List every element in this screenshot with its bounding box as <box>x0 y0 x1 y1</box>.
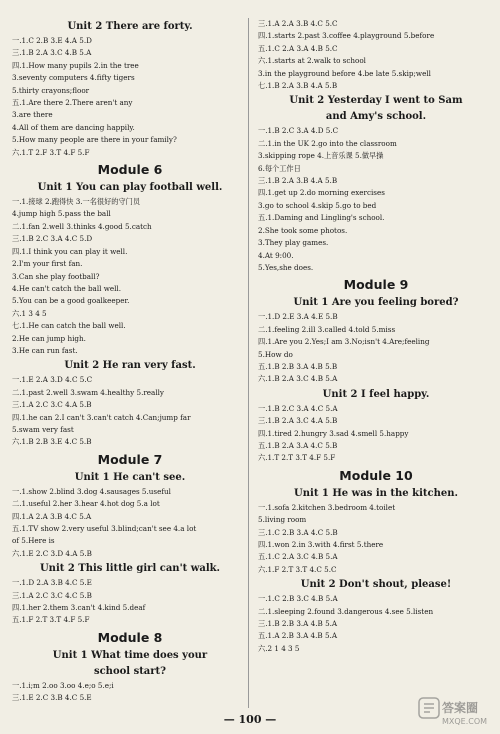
unit-heading: and Amy's school. <box>325 111 427 123</box>
answer-line: 二.1.in the UK 2.go into the classroom <box>258 138 397 148</box>
answer-line: 5.You can be a good goalkeeper. <box>12 296 130 306</box>
watermark-logo <box>418 696 492 728</box>
answer-line: 一.1.i;m 2.oo 3.oo 4.e;o 5.e;i <box>12 680 114 690</box>
answer-line: 一.1.B 2.C 3.A 4.D 5.C <box>258 126 339 136</box>
answer-line: 2.I'm your first fan. <box>12 259 83 269</box>
answer-line: 一.1.B 2.C 3.A 4.C 5.A <box>258 403 338 413</box>
page-number: — 100 — <box>223 713 277 726</box>
right-column <box>258 18 494 655</box>
answer-line: 5.swam very fast <box>12 424 74 434</box>
answer-line: 2.She took some photos. <box>258 225 348 235</box>
answer-line: 5.How many people are there in your family? <box>12 135 177 145</box>
answer-line: 6.每个工作日 <box>258 163 301 173</box>
answer-line: 5.How do <box>258 349 293 359</box>
answer-line: 七.1.He can catch the ball well. <box>12 321 126 331</box>
answer-line: 六.1.E 2.C 3.D 4.A 5.B <box>12 548 92 558</box>
answer-line: 六.1.B 2.B 3.E 4.C 5.B <box>12 437 92 447</box>
answer-line: 一.1.C 2.B 3.C 4.B 5.A <box>258 594 338 604</box>
answer-line: 4.At 9:00. <box>258 250 294 260</box>
answer-line: 五.1.C 2.A 3.A 4.B 5.C <box>258 43 338 53</box>
module-heading: Module 6 <box>97 162 163 178</box>
unit-heading: Unit 1 What time does your <box>52 649 208 661</box>
unit-heading: Unit 1 Are you feeling bored? <box>293 297 459 309</box>
module-heading: Module 7 <box>97 451 163 467</box>
module-heading: Module 10 <box>339 467 413 483</box>
answer-line: 5.thirty crayons;floor <box>12 85 90 95</box>
answer-line: 四.1.tired 2.hungry 3.sad 4.smell 5.happy <box>258 428 409 438</box>
module-heading: Module 9 <box>343 277 409 293</box>
answer-line: of 5.Here is <box>12 536 55 546</box>
answer-line: 二.1.past 2.well 3.swam 4.healthy 5.really <box>12 387 164 397</box>
answer-line: 一.1.接球 2.跑得快 3.一名很好的守门员 <box>12 197 141 207</box>
answer-line: 五.1.C 2.A 3.C 4.B 5.A <box>258 552 338 562</box>
answer-line: 四.1.A 2.A 3.B 4.C 5.A <box>12 511 92 521</box>
answer-line: 一.1.sofa 2.kitchen 3.bedroom 4.toilet <box>258 502 396 512</box>
answer-line: 三.1.E 2.C 3.B 4.C 5.E <box>12 693 92 703</box>
answer-line: 五.1.A 2.B 3.A 4.B 5.A <box>258 631 338 641</box>
answer-line: 四.1.her 2.them 3.can't 4.kind 5.deaf <box>12 603 146 613</box>
answer-line: 3.skipping rope 4.上音乐课 5.做早操 <box>258 151 384 161</box>
answer-line: 四.1.get up 2.do morning exercises <box>258 188 385 198</box>
answer-line: 3.They play games. <box>258 238 329 248</box>
answer-line: 三.1.A 2.A 3.B 4.C 5.C <box>258 19 338 28</box>
answer-line: 3.Can she play football? <box>12 271 100 281</box>
answer-line: 三.1.B 2.A 3.C 4.A 5.B <box>258 416 338 426</box>
answer-line: 三.1.B 2.C 3.A 4.C 5.D <box>12 234 93 244</box>
answer-line: 六.1.starts at 2.walk to school <box>258 56 366 66</box>
answer-line: 三.1.B 2.A 3.C 4.B 5.A <box>12 48 92 58</box>
unit-heading: Unit 2 Yesterday I went to Sam <box>289 95 463 107</box>
answer-line: 六.1.T 2.T 3.T 4.F 5.F <box>258 453 336 463</box>
watermark-sub-text: MXQE.COM <box>442 717 488 726</box>
watermark-main-text: 答案圈 <box>442 701 479 715</box>
answer-line: 五.1.Daming and Lingling's school. <box>258 213 385 223</box>
answer-line: 四.1.How many pupils 2.in the tree <box>12 60 139 70</box>
answer-line: 五.1.B 2.B 3.A 4.B 5.B <box>258 361 338 371</box>
answer-line: 一.1.D 2.E 3.A 4.E 5.B <box>258 312 338 322</box>
answer-line: 二.1.sleeping 2.found 3.dangerous 4.see 5.listen <box>258 606 434 616</box>
answer-line: 五.1.Are there 2.There aren't any <box>12 98 133 108</box>
answer-line: 3.seventy computers 4.fifty tigers <box>12 73 135 83</box>
column-divider <box>248 18 249 708</box>
answer-line: 4.All of them are dancing happily. <box>12 122 135 132</box>
answer-line: 3.in the playground before 4.be late 5.skip;well <box>258 68 431 78</box>
unit-heading: Unit 1 You can play football well. <box>37 182 223 194</box>
answer-line: 三.1.A 2.C 3.C 4.C 5.B <box>12 590 92 600</box>
answer-line: 一.1.E 2.A 3.D 4.C 5.C <box>12 375 93 385</box>
answer-line: 4.He can't catch the ball well. <box>12 283 122 293</box>
answer-line: 二.1.useful 2.her 3.hear 4.hot dog 5.a lot <box>12 499 160 509</box>
answer-line: 二.1.feeling 2.ill 3.called 4.told 5.miss <box>258 324 396 334</box>
unit-heading: Unit 2 There are forty. <box>67 21 193 32</box>
unit-heading: Unit 2 Don't shout, please! <box>300 579 452 591</box>
answer-line: 一.1.D 2.A 3.B 4.C 5.E <box>12 578 92 588</box>
answer-line: 六.1.T 2.F 3.T 4.F 5.F <box>12 147 90 157</box>
answer-line: 4.jump high 5.pass the ball <box>12 209 111 219</box>
watermark-icon-lines <box>424 704 434 712</box>
unit-heading: Unit 1 He was in the kitchen. <box>294 487 458 499</box>
unit-heading: school start? <box>93 665 167 677</box>
answer-line: 三.1.B 2.A 3.B 4.A 5.B <box>258 176 338 186</box>
answer-line: 六.1.B 2.A 3.C 4.B 5.A <box>258 374 338 384</box>
answer-line: 一.1.show 2.blind 3.dog 4.sausages 5.useful <box>12 486 171 496</box>
answer-line: 六.1.F 2.T 3.T 4.C 5.C <box>258 564 337 574</box>
answer-line: 五.1.B 2.A 3.A 4.C 5.B <box>258 440 338 450</box>
answer-line: 四.1.he can 2.I can't 3.can't catch 4.Can;jump far <box>12 412 191 422</box>
unit-heading: Unit 2 I feel happy. <box>322 388 430 400</box>
module-heading: Module 8 <box>97 629 163 645</box>
answer-line: 3.go to school 4.skip 5.go to bed <box>258 200 377 210</box>
answer-line: 六.1 3 4 5 <box>12 308 47 318</box>
answer-line: 三.1.C 2.B 3.A 4.C 5.B <box>258 527 338 537</box>
answer-line: 3.He can run fast. <box>12 345 78 355</box>
answer-line: 四.1.I think you can play it well. <box>12 246 128 256</box>
answer-line: 一.1.C 2.B 3.E 4.A 5.D <box>12 36 92 45</box>
answer-line: 三.1.A 2.C 3.C 4.A 5.B <box>12 400 92 410</box>
unit-heading: Unit 1 He can't see. <box>74 471 186 483</box>
unit-heading: Unit 2 This little girl can't walk. <box>39 563 221 575</box>
unit-heading: Unit 2 He ran very fast. <box>64 360 196 372</box>
answer-line: 3.are there <box>12 110 53 120</box>
answer-line: 2.He can jump high. <box>12 333 86 343</box>
answer-line: 七.1.B 2.A 3.B 4.A 5.B <box>258 81 338 91</box>
answer-line: 五.1.TV show 2.very useful 3.blind;can't see 4.a lot <box>12 524 197 533</box>
answer-line: 5.Yes,she does. <box>258 262 314 272</box>
answer-line: 六.2 1 4 3 5 <box>258 643 300 653</box>
answer-line: 四.1.Are you 2.Yes;I am 3.No;isn't 4.Are;feeling <box>258 337 430 347</box>
left-column <box>12 18 248 705</box>
answer-line: 三.1.B 2.B 3.A 4.B 5.A <box>258 619 338 629</box>
answer-line: 四.1.won 2.in 3.with 4.first 5.there <box>258 540 384 549</box>
answer-line: 五.1.F 2.T 3.T 4.F 5.F <box>12 615 90 625</box>
answer-line: 四.1.starts 2.past 3.coffee 4.playground 5.before <box>258 31 435 41</box>
answer-line: 5.living room <box>258 515 307 525</box>
answer-line: 二.1.fan 2.well 3.thinks 4.good 5.catch <box>12 221 152 231</box>
